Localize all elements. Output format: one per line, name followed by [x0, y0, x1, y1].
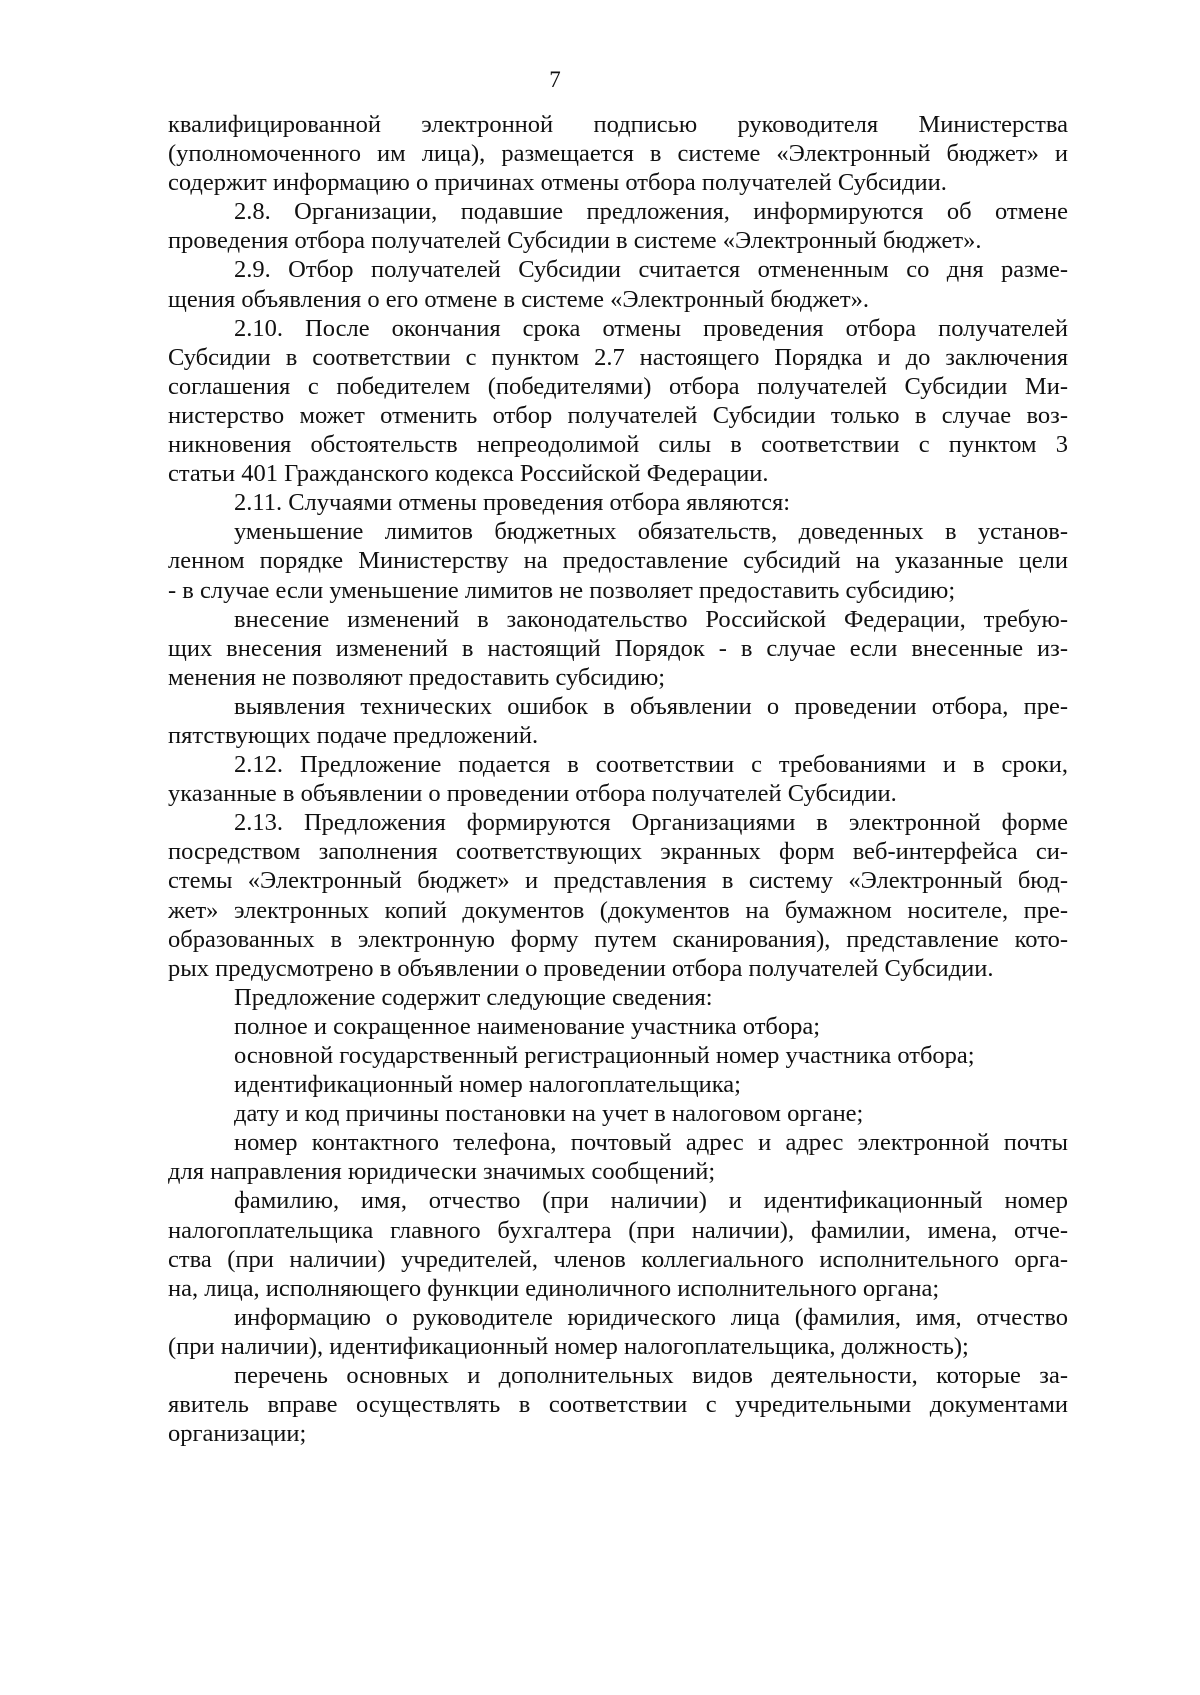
text-line: внесение изменений в законодательство Российской Федерации, требую-	[234, 605, 1068, 633]
body-text	[168, 110, 1068, 1448]
text-line: - в случае если уменьшение лимитов не позволяет предоставить субсидию;	[168, 576, 956, 604]
text-line: (уполномоченного им лица), размещается в системе «Электронный бюджет» и	[168, 140, 1068, 168]
text-line: явитель вправе осуществлять в соответствии с учредительными документами	[168, 1391, 1068, 1419]
text-line: образованных в электронную форму путем сканирования), представление кото-	[168, 925, 1068, 953]
text-line: идентификационный номер налогоплательщика;	[234, 1071, 741, 1099]
text-line: на, лица, исполняющего функции единоличного исполнительного органа;	[168, 1274, 940, 1302]
text-line: квалифицированной электронной подписью руководителя Министерства	[168, 111, 1068, 138]
text-line: щения объявления о его отмене в системе «Электронный бюджет».	[168, 285, 869, 313]
text-line: 2.11. Случаями отмены проведения отбора являются:	[234, 489, 791, 517]
text-line: уменьшение лимитов бюджетных обязательств, доведенных в установ-	[234, 518, 1068, 546]
text-line: налогоплательщика главного бухгалтера (при наличии), фамилии, имена, отче-	[168, 1216, 1068, 1244]
text-line: пятствующих подаче предложений.	[168, 721, 539, 749]
text-line: жет» электронных копий документов (документов на бумажном носителе, пре-	[168, 896, 1068, 924]
text-line: нистерство может отменить отбор получателей Субсидии только в случае воз-	[168, 401, 1068, 429]
text-line: перечень основных и дополнительных видов деятельности, которые за-	[234, 1362, 1068, 1390]
text-line: полное и сокращенное наименование участника отбора;	[234, 1012, 821, 1040]
text-line: соглашения с победителем (победителями) отбора получателей Субсидии Ми-	[168, 372, 1068, 400]
text-line: (при наличии), идентификационный номер налогоплательщика, должность);	[168, 1332, 969, 1360]
text-line: основной государственный регистрационный номер участника отбора;	[234, 1042, 975, 1069]
text-line: фамилию, имя, отчество (при наличии) и идентификационный номер	[234, 1187, 1068, 1215]
text-line: 2.12. Предложение подается в соответствии с требованиями и в сроки,	[234, 751, 1068, 779]
text-line: Предложение содержит следующие сведения:	[234, 983, 713, 1011]
text-line: 2.9. Отбор получателей Субсидии считается отмененным со дня разме-	[234, 256, 1068, 284]
text-line: ства (при наличии) учредителей, членов коллегиального исполнительного орга-	[168, 1245, 1068, 1273]
text-line: дату и код причины постановки на учет в налоговом органе;	[234, 1100, 864, 1128]
text-line: номер контактного телефона, почтовый адрес и адрес электронной почты	[234, 1129, 1068, 1157]
text-line: рых предусмотрено в объявлении о проведении отбора получателей Субсидии.	[168, 954, 994, 982]
text-line: организации;	[168, 1420, 307, 1448]
text-line: для направления юридически значимых сообщений;	[168, 1158, 716, 1186]
text-line: стемы «Электронный бюджет» и представления в систему «Электронный бюд-	[168, 867, 1068, 895]
text-line: никновения обстоятельств непреодолимой силы в соответствии с пунктом 3	[168, 431, 1068, 459]
text-line: выявления технических ошибок в объявлении о проведении отбора, пре-	[234, 692, 1068, 720]
text-line: проведения отбора получателей Субсидии в системе «Электронный бюджет».	[168, 227, 982, 255]
text-line: 2.8. Организации, подавшие предложения, информируются об отмене	[234, 198, 1068, 226]
text-line: содержит информацию о причинах отмены отбора получателей Субсидии.	[168, 169, 947, 197]
text-line: щих внесения изменений в настоящий Порядок - в случае если внесенные из-	[168, 634, 1068, 662]
text-line: менения не позволяют предоставить субсидию;	[168, 663, 666, 691]
page-number: 7	[549, 67, 561, 92]
text-line: статьи 401 Гражданского кодекса Российской Федерации.	[168, 460, 769, 488]
text-line: информацию о руководителе юридического лица (фамилия, имя, отчество	[234, 1303, 1068, 1331]
text-line: Субсидии в соответствии с пунктом 2.7 настоящего Порядка и до заключения	[168, 343, 1068, 371]
text-line: ленном порядке Министерству на предоставление субсидий на указанные цели	[168, 547, 1068, 575]
text-line: 2.10. После окончания срока отмены проведения отбора получателей	[234, 314, 1068, 342]
text-line: посредством заполнения соответствующих экранных форм веб-интерфейса си-	[168, 838, 1068, 866]
text-line: 2.13. Предложения формируются Организациями в электронной форме	[234, 809, 1068, 837]
text-line: указанные в объявлении о проведении отбора получателей Субсидии.	[168, 780, 897, 808]
